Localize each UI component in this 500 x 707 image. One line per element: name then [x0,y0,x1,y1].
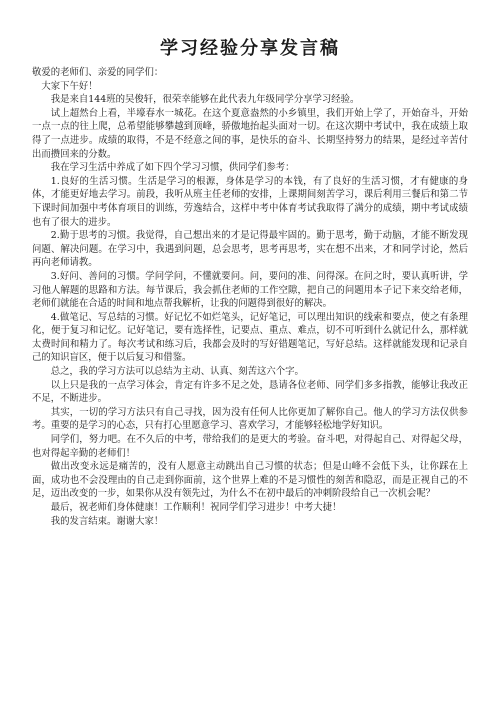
paragraph-method: 其实，一切的学习方法只有自己寻找，因为没有任何人比你更加了解你自己。他人的学习方法仅供参考。重要的是学习的心态，只有打心里愿意学习、喜欢学习，才能够轻松地学好知识。 [32,406,468,432]
paragraph-habit-4: 4.做笔记、写总结的习惯。好记忆不如烂笔头，记好笔记，可以理出知识的线索和要点，使之有条理化，便于复习和记忆。记好笔记，要有选择性，记要点、重点、难点，切不可听到什么就记什么，那样就太费时间和精力了。每次考试和练习后，我都会及时的写好错题笔记，写好总结。这样就能发现和记录自己的知识盲区，便于以后复习和借鉴。 [32,311,468,364]
paragraph-change: 做出改变永远是痛苦的，没有人愿意主动跳出自己习惯的状态；但是山峰不会低下头，让你踩在上面，成功也不会没理由的自己走到你面前，这个世界上难的不是习惯性的刻苦和隐忍，而是正视自己的不足，迈出改变的一步，如果你从没有领先过，为什么不在初中最后的冲刺阶段给自己一次机会呢？ [32,461,468,500]
greeting: 敬爱的老师们、亲爱的同学们： [32,67,164,78]
paragraph-closing: 我的发言结束。谢谢大家！ [50,515,164,527]
paragraph-encourage: 同学们，努力吧。在不久后的中考，带给我们的是更大的考验。奋斗吧，对得起自己、对得起父母，也对得起辛勤的老师们！ [32,434,468,459]
paragraph-wishes: 最后，祝老师们身体健康！工作顺利！祝同学们学习进步！中考大捷！ [50,502,342,513]
paragraph-summary: 总之，我的学习方法可以总结为主动、认真、刻苦这六个字。 [50,366,304,378]
paragraph-habits-intro: 我在学习生活中养成了如下四个学习习惯，供同学们参考： [50,162,295,174]
paragraph-exam-progress: 试上超然台上看，半壕春水一城花。在这个夏意盎然的小乡镇里，我们开始上学了，开始奋斗，开始一点一点的往上爬，总希望能够攀越到顶峰，骄傲地抬起头面对一切。在这次期中考试中，我在成绩上取得了一点进步。成绩的取得，不是不经意之间的事，是快乐的奋斗、长期坚持努力的结果，是经过辛苦付出而攒回来的分数。 [32,107,468,160]
paragraph-habit-2: 2.勤于思考的习惯。我觉得，自己想出来的才是记得最牢固的。勤于思考，勤于动脑，才能不断发现问题、解决问题。在学习中，我遇到问题，总会思考，思考再思考，实在想不出来，才和同学讨论，然后再向老师请教。 [32,230,468,269]
salutation: 大家下午好！ [41,80,98,92]
paragraph-humility: 以上只是我的一点学习体会，肯定有许多不足之处，恳请各位老师、同学们多多指教，能够让我改正不足，不断进步。 [32,379,468,405]
paragraph-habit-1: 1.良好的生活习惯。生活是学习的根源，身体是学习的本钱，有了良好的生活习惯，才有健康的身体，才能更好地去学习。前段，我听从班主任老师的安排，上课期间刻苦学习，课后利用三餐后和第二节下课时间加强中考体育项目的训练，劳逸结合，这样中考中体育考试我取得了满分的成绩，期中考试成绩也有了很大的进步。 [32,175,468,228]
document-body [32,66,468,528]
document-title: 学习经验分享发言稿 [160,38,340,59]
paragraph-intro: 我是来自144班的吴俊轩，很荣幸能够在此代表九年级同学分享学习经验。 [50,94,360,106]
paragraph-habit-3: 3.好问、善问的习惯。学问学问，不懂就要问。问，要问的准、问得深。在问之时，要认真听讲，学习他人解题的思路和方法。每节课后，我会抓住老师的工作空隙，把自己的问题用本子记下来交给老师，老师们就能在合适的时间和地点帮我解析，让我的问题得到很好的解决。 [32,270,468,310]
